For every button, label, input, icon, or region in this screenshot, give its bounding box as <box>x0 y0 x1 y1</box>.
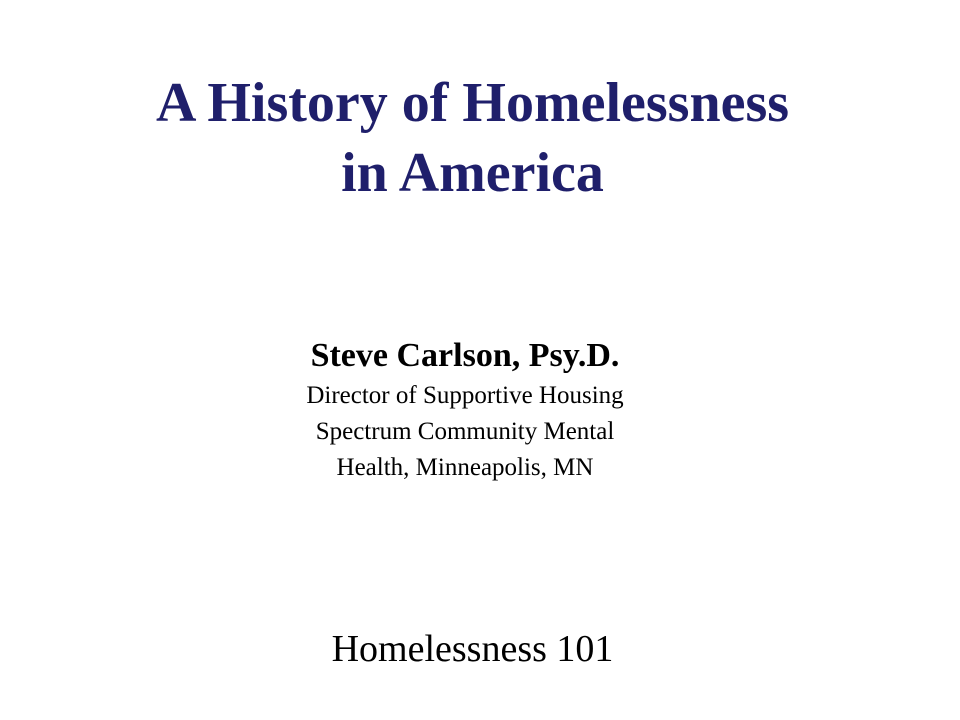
presenter-location: Health, Minneapolis, MN <box>336 454 594 481</box>
slide-footer: Homelessness 101 <box>331 628 614 670</box>
presenter-role: Director of Supportive Housing <box>306 382 624 409</box>
presenter-organization: Spectrum Community Mental <box>315 418 615 445</box>
title-line-1: A History of Homelessness <box>155 72 790 134</box>
title-line-2: in America <box>341 142 604 204</box>
presenter-info <box>0 334 930 486</box>
presenter-name: Steve Carlson, Psy.D. <box>310 337 620 374</box>
slide-title <box>0 68 945 208</box>
